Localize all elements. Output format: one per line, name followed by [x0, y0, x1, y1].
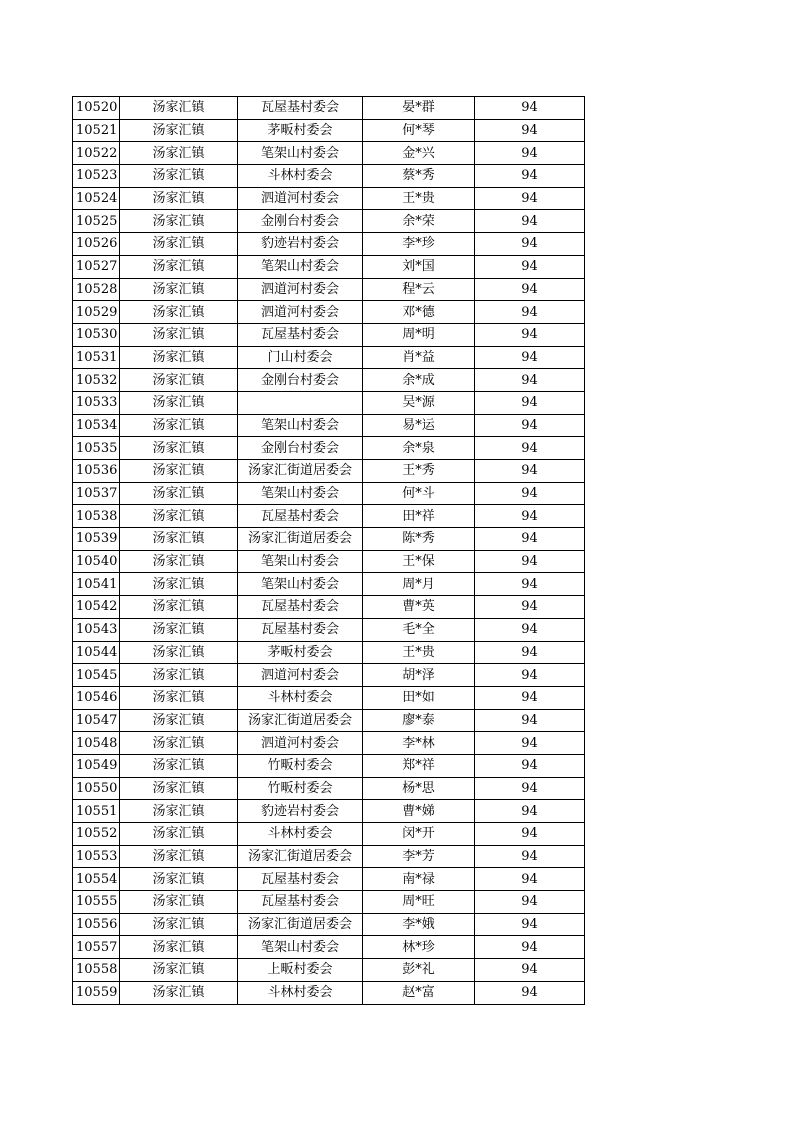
village-cell: 瓦屋基村委会 [238, 97, 363, 120]
person-name-cell: 余*荣 [363, 210, 475, 233]
table-row [73, 528, 585, 551]
row-id-cell: 10557 [73, 936, 120, 959]
town-cell: 汤家汇镇 [120, 686, 238, 709]
person-name-cell: 何*斗 [363, 482, 475, 505]
person-name-cell: 何*琴 [363, 119, 475, 142]
row-id-cell: 10540 [73, 550, 120, 573]
town-cell: 汤家汇镇 [120, 732, 238, 755]
score-cell: 94 [475, 482, 585, 505]
village-cell: 泗道河村委会 [238, 301, 363, 324]
table-row [73, 391, 585, 414]
table-row [73, 845, 585, 868]
table-row [73, 936, 585, 959]
village-cell: 瓦屋基村委会 [238, 596, 363, 619]
row-id-cell: 10536 [73, 460, 120, 483]
row-id-cell: 10530 [73, 323, 120, 346]
row-id-cell: 10531 [73, 346, 120, 369]
town-cell: 汤家汇镇 [120, 845, 238, 868]
town-cell: 汤家汇镇 [120, 210, 238, 233]
table-row [73, 686, 585, 709]
person-name-cell: 余*成 [363, 369, 475, 392]
table-row [73, 301, 585, 324]
score-cell: 94 [475, 505, 585, 528]
village-cell: 斗林村委会 [238, 686, 363, 709]
table-row [73, 618, 585, 641]
village-cell: 瓦屋基村委会 [238, 323, 363, 346]
score-cell: 94 [475, 664, 585, 687]
person-name-cell: 晏*群 [363, 97, 475, 120]
town-cell: 汤家汇镇 [120, 528, 238, 551]
village-cell: 笔架山村委会 [238, 482, 363, 505]
person-name-cell: 刘*国 [363, 255, 475, 278]
table-row [73, 550, 585, 573]
row-id-cell: 10527 [73, 255, 120, 278]
score-cell: 94 [475, 165, 585, 188]
town-cell: 汤家汇镇 [120, 233, 238, 256]
person-name-cell: 周*旺 [363, 891, 475, 914]
table-row [73, 732, 585, 755]
town-cell: 汤家汇镇 [120, 823, 238, 846]
table-row [73, 460, 585, 483]
score-cell: 94 [475, 323, 585, 346]
row-id-cell: 10541 [73, 573, 120, 596]
person-name-cell: 廖*泰 [363, 709, 475, 732]
table-row [73, 868, 585, 891]
town-cell: 汤家汇镇 [120, 959, 238, 982]
town-cell: 汤家汇镇 [120, 709, 238, 732]
person-name-cell: 彭*礼 [363, 959, 475, 982]
table-row [73, 777, 585, 800]
person-name-cell: 易*运 [363, 414, 475, 437]
town-cell: 汤家汇镇 [120, 505, 238, 528]
town-cell: 汤家汇镇 [120, 437, 238, 460]
score-cell: 94 [475, 391, 585, 414]
village-cell: 汤家汇街道居委会 [238, 709, 363, 732]
score-cell: 94 [475, 618, 585, 641]
table-row [73, 641, 585, 664]
person-name-cell: 金*兴 [363, 142, 475, 165]
person-name-cell: 邓*德 [363, 301, 475, 324]
row-id-cell: 10529 [73, 301, 120, 324]
table-row [73, 187, 585, 210]
row-id-cell: 10550 [73, 777, 120, 800]
score-cell: 94 [475, 301, 585, 324]
table-row [73, 505, 585, 528]
town-cell: 汤家汇镇 [120, 414, 238, 437]
row-id-cell: 10552 [73, 823, 120, 846]
row-id-cell: 10555 [73, 891, 120, 914]
person-name-cell: 闵*开 [363, 823, 475, 846]
village-cell: 金刚台村委会 [238, 210, 363, 233]
score-cell: 94 [475, 346, 585, 369]
village-cell: 瓦屋基村委会 [238, 891, 363, 914]
row-id-cell: 10524 [73, 187, 120, 210]
score-cell: 94 [475, 437, 585, 460]
town-cell: 汤家汇镇 [120, 119, 238, 142]
score-cell: 94 [475, 891, 585, 914]
town-cell: 汤家汇镇 [120, 278, 238, 301]
row-id-cell: 10548 [73, 732, 120, 755]
row-id-cell: 10537 [73, 482, 120, 505]
town-cell: 汤家汇镇 [120, 936, 238, 959]
score-cell: 94 [475, 210, 585, 233]
village-cell: 瓦屋基村委会 [238, 868, 363, 891]
village-cell: 金刚台村委会 [238, 437, 363, 460]
row-id-cell: 10528 [73, 278, 120, 301]
table-row [73, 754, 585, 777]
person-name-cell: 南*禄 [363, 868, 475, 891]
score-cell: 94 [475, 414, 585, 437]
table-body [73, 97, 585, 1005]
score-cell: 94 [475, 255, 585, 278]
person-name-cell: 杨*思 [363, 777, 475, 800]
score-cell: 94 [475, 868, 585, 891]
table-row [73, 97, 585, 120]
town-cell: 汤家汇镇 [120, 573, 238, 596]
row-id-cell: 10545 [73, 664, 120, 687]
table-row [73, 210, 585, 233]
town-cell: 汤家汇镇 [120, 868, 238, 891]
village-cell: 竹畈村委会 [238, 777, 363, 800]
score-cell: 94 [475, 573, 585, 596]
town-cell: 汤家汇镇 [120, 187, 238, 210]
town-cell: 汤家汇镇 [120, 482, 238, 505]
row-id-cell: 10549 [73, 754, 120, 777]
person-name-cell: 田*如 [363, 686, 475, 709]
score-cell: 94 [475, 823, 585, 846]
row-id-cell: 10534 [73, 414, 120, 437]
row-id-cell: 10546 [73, 686, 120, 709]
person-name-cell: 毛*全 [363, 618, 475, 641]
row-id-cell: 10559 [73, 981, 120, 1004]
table-row [73, 346, 585, 369]
town-cell: 汤家汇镇 [120, 301, 238, 324]
village-cell: 笔架山村委会 [238, 550, 363, 573]
score-cell: 94 [475, 550, 585, 573]
town-cell: 汤家汇镇 [120, 800, 238, 823]
row-id-cell: 10532 [73, 369, 120, 392]
table-row [73, 959, 585, 982]
person-name-cell: 田*祥 [363, 505, 475, 528]
data-table [72, 96, 585, 1005]
person-name-cell: 蔡*秀 [363, 165, 475, 188]
score-cell: 94 [475, 233, 585, 256]
town-cell: 汤家汇镇 [120, 981, 238, 1004]
score-cell: 94 [475, 686, 585, 709]
village-cell: 豹迹岩村委会 [238, 800, 363, 823]
town-cell: 汤家汇镇 [120, 618, 238, 641]
score-cell: 94 [475, 709, 585, 732]
score-cell: 94 [475, 959, 585, 982]
town-cell: 汤家汇镇 [120, 664, 238, 687]
village-cell: 汤家汇街道居委会 [238, 460, 363, 483]
score-cell: 94 [475, 187, 585, 210]
row-id-cell: 10551 [73, 800, 120, 823]
village-cell: 泗道河村委会 [238, 278, 363, 301]
row-id-cell: 10523 [73, 165, 120, 188]
town-cell: 汤家汇镇 [120, 369, 238, 392]
row-id-cell: 10533 [73, 391, 120, 414]
village-cell: 豹迹岩村委会 [238, 233, 363, 256]
village-cell: 笔架山村委会 [238, 414, 363, 437]
person-name-cell: 王*秀 [363, 460, 475, 483]
score-cell: 94 [475, 732, 585, 755]
village-cell: 茅畈村委会 [238, 119, 363, 142]
row-id-cell: 10535 [73, 437, 120, 460]
table-row [73, 165, 585, 188]
table-row [73, 664, 585, 687]
town-cell: 汤家汇镇 [120, 255, 238, 278]
table-row [73, 482, 585, 505]
row-id-cell: 10554 [73, 868, 120, 891]
row-id-cell: 10539 [73, 528, 120, 551]
person-name-cell: 李*珍 [363, 233, 475, 256]
row-id-cell: 10547 [73, 709, 120, 732]
person-name-cell: 林*珍 [363, 936, 475, 959]
village-cell: 门山村委会 [238, 346, 363, 369]
score-cell: 94 [475, 800, 585, 823]
row-id-cell: 10543 [73, 618, 120, 641]
village-cell: 笔架山村委会 [238, 573, 363, 596]
village-cell: 瓦屋基村委会 [238, 505, 363, 528]
table-row [73, 437, 585, 460]
person-name-cell: 陈*秀 [363, 528, 475, 551]
score-cell: 94 [475, 754, 585, 777]
town-cell: 汤家汇镇 [120, 913, 238, 936]
row-id-cell: 10525 [73, 210, 120, 233]
person-name-cell: 曹*英 [363, 596, 475, 619]
town-cell: 汤家汇镇 [120, 550, 238, 573]
town-cell: 汤家汇镇 [120, 641, 238, 664]
town-cell: 汤家汇镇 [120, 97, 238, 120]
village-cell: 泗道河村委会 [238, 187, 363, 210]
town-cell: 汤家汇镇 [120, 391, 238, 414]
score-cell: 94 [475, 936, 585, 959]
village-cell: 斗林村委会 [238, 165, 363, 188]
table-row [73, 233, 585, 256]
village-cell [238, 391, 363, 414]
person-name-cell: 周*月 [363, 573, 475, 596]
village-cell: 汤家汇街道居委会 [238, 528, 363, 551]
table-row [73, 323, 585, 346]
table-row [73, 709, 585, 732]
person-name-cell: 赵*富 [363, 981, 475, 1004]
table-row [73, 369, 585, 392]
village-cell: 泗道河村委会 [238, 664, 363, 687]
person-name-cell: 胡*泽 [363, 664, 475, 687]
score-cell: 94 [475, 142, 585, 165]
town-cell: 汤家汇镇 [120, 165, 238, 188]
person-name-cell: 王*贵 [363, 187, 475, 210]
person-name-cell: 郑*祥 [363, 754, 475, 777]
score-cell: 94 [475, 596, 585, 619]
row-id-cell: 10520 [73, 97, 120, 120]
table-row [73, 596, 585, 619]
town-cell: 汤家汇镇 [120, 754, 238, 777]
table-row [73, 255, 585, 278]
person-name-cell: 王*贵 [363, 641, 475, 664]
village-cell: 笔架山村委会 [238, 142, 363, 165]
village-cell: 斗林村委会 [238, 981, 363, 1004]
village-cell: 汤家汇街道居委会 [238, 845, 363, 868]
score-cell: 94 [475, 913, 585, 936]
person-name-cell: 吴*源 [363, 391, 475, 414]
village-cell: 泗道河村委会 [238, 732, 363, 755]
row-id-cell: 10521 [73, 119, 120, 142]
person-name-cell: 李*芳 [363, 845, 475, 868]
table-row [73, 119, 585, 142]
town-cell: 汤家汇镇 [120, 142, 238, 165]
village-cell: 斗林村委会 [238, 823, 363, 846]
row-id-cell: 10526 [73, 233, 120, 256]
score-cell: 94 [475, 460, 585, 483]
person-name-cell: 肖*益 [363, 346, 475, 369]
village-cell: 瓦屋基村委会 [238, 618, 363, 641]
town-cell: 汤家汇镇 [120, 346, 238, 369]
person-name-cell: 余*泉 [363, 437, 475, 460]
score-cell: 94 [475, 777, 585, 800]
village-cell: 金刚台村委会 [238, 369, 363, 392]
table-row [73, 823, 585, 846]
village-cell: 笔架山村委会 [238, 936, 363, 959]
row-id-cell: 10522 [73, 142, 120, 165]
village-cell: 汤家汇街道居委会 [238, 913, 363, 936]
row-id-cell: 10544 [73, 641, 120, 664]
town-cell: 汤家汇镇 [120, 777, 238, 800]
village-cell: 茅畈村委会 [238, 641, 363, 664]
table-row [73, 913, 585, 936]
score-cell: 94 [475, 278, 585, 301]
score-cell: 94 [475, 97, 585, 120]
score-cell: 94 [475, 528, 585, 551]
row-id-cell: 10558 [73, 959, 120, 982]
village-cell: 笔架山村委会 [238, 255, 363, 278]
table-row [73, 891, 585, 914]
score-cell: 94 [475, 845, 585, 868]
row-id-cell: 10538 [73, 505, 120, 528]
row-id-cell: 10542 [73, 596, 120, 619]
row-id-cell: 10556 [73, 913, 120, 936]
person-name-cell: 李*娥 [363, 913, 475, 936]
person-name-cell: 王*保 [363, 550, 475, 573]
score-cell: 94 [475, 369, 585, 392]
village-cell: 上畈村委会 [238, 959, 363, 982]
person-name-cell: 李*林 [363, 732, 475, 755]
town-cell: 汤家汇镇 [120, 596, 238, 619]
table-row [73, 278, 585, 301]
village-cell: 竹畈村委会 [238, 754, 363, 777]
table-row [73, 981, 585, 1004]
person-name-cell: 曹*娣 [363, 800, 475, 823]
score-cell: 94 [475, 981, 585, 1004]
town-cell: 汤家汇镇 [120, 891, 238, 914]
town-cell: 汤家汇镇 [120, 323, 238, 346]
person-name-cell: 程*云 [363, 278, 475, 301]
score-cell: 94 [475, 119, 585, 142]
person-name-cell: 周*明 [363, 323, 475, 346]
row-id-cell: 10553 [73, 845, 120, 868]
table-row [73, 142, 585, 165]
table-row [73, 800, 585, 823]
table-row [73, 573, 585, 596]
score-cell: 94 [475, 641, 585, 664]
table-row [73, 414, 585, 437]
town-cell: 汤家汇镇 [120, 460, 238, 483]
